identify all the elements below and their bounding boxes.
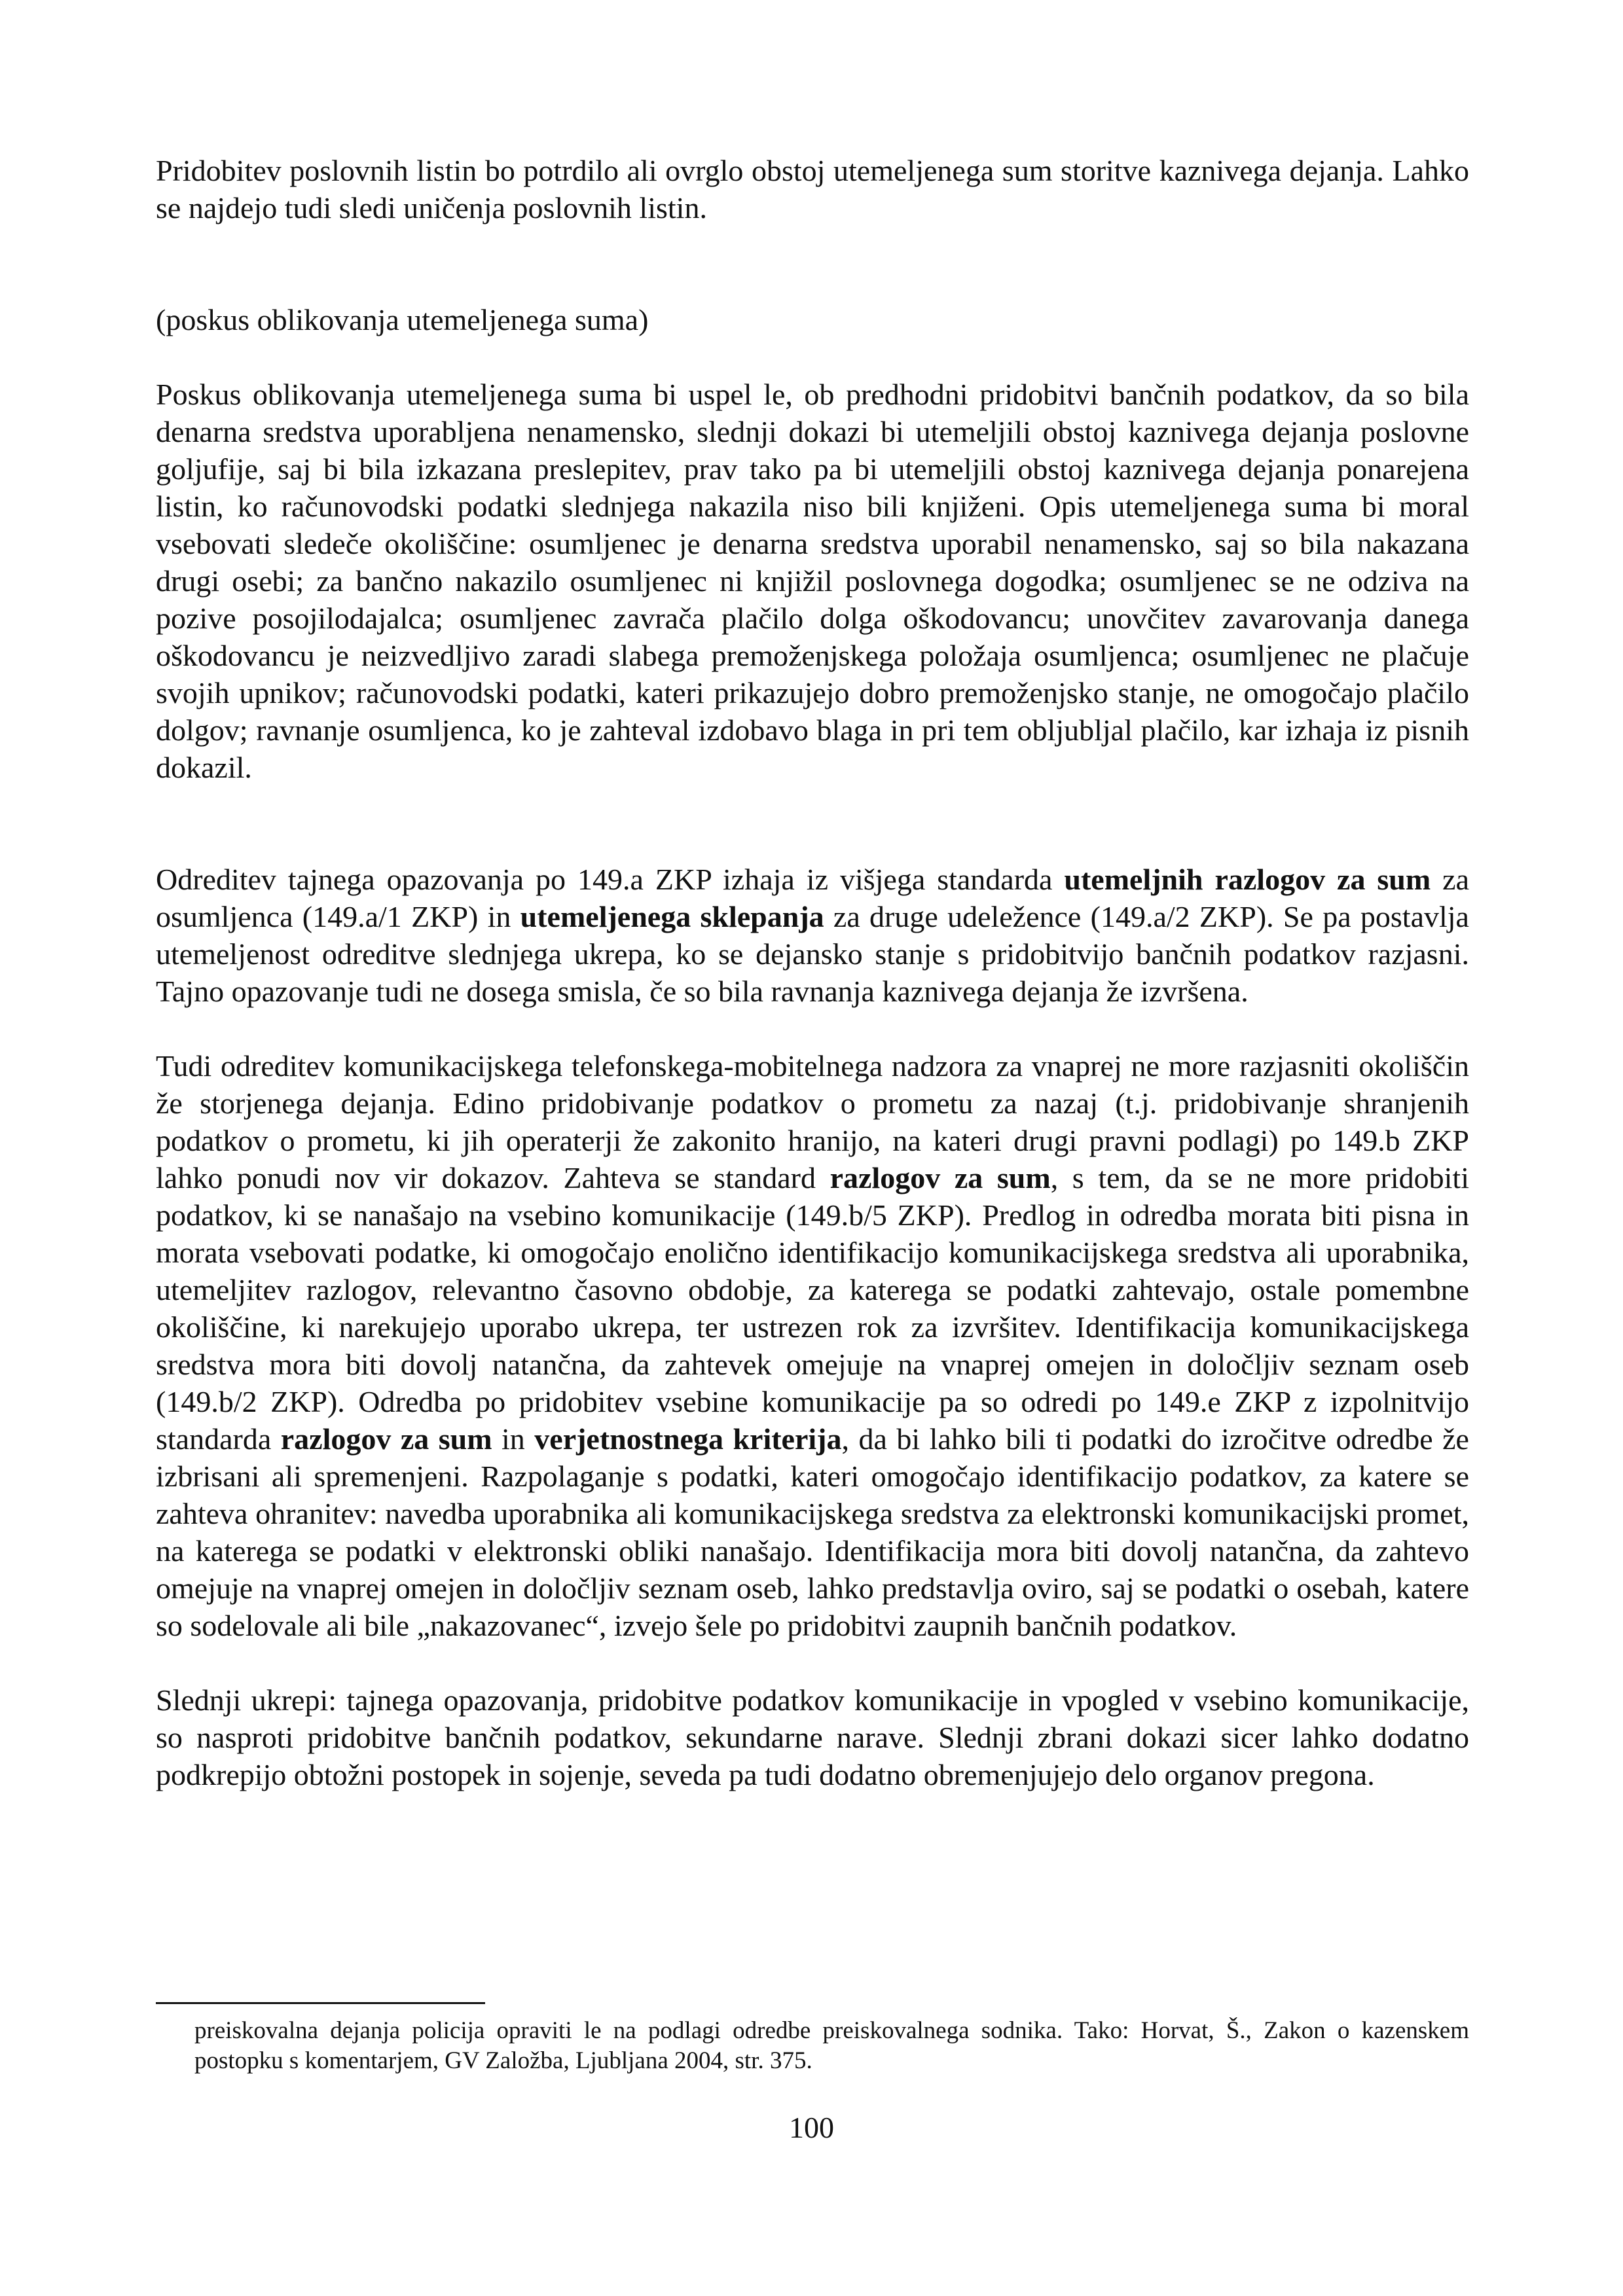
footnote-separator — [156, 2002, 485, 2004]
text-run: , s tem, da se ne more pridobiti podatkov, ki se nanašajo na vsebino komunikacije (149.b/5 ZKP). Predlog in odredba morata biti pisna in morata vsebovati podatke, ki omogočajo enolično identifikacijo komunikacijskega sredstva ali uporabnika, utemeljitev razlogov, relevantno časovno obdobje, za katerega se podatki zahtevajo, ostale pomembne okoliščine, ki narekujejo uporabo ukrepa, ter ustrezen rok za izvršitev. Identifikacija komunikacijskega sredstva mora biti dovolj natančna, da zahtevek omejuje na vnaprej omejen in določljiv seznam oseb (149.b/2 ZKP). Odredba po pridobitev vsebine komunikacije pa so odredi po 149.e ZKP z izpolnitvijo standarda — [156, 1161, 1469, 1456]
section-heading: (poskus oblikovanja utemeljenega suma) — [156, 303, 649, 336]
bold-term: utemeljenega sklepanja — [520, 900, 824, 933]
bold-term: razlogov za sum — [280, 1422, 492, 1456]
text-run: in — [492, 1422, 535, 1456]
paragraph-secondary-measures: Slednji ukrepi: tajnega opazovanja, pridobitve podatkov komunikacije in vpogled v vsebino komunikacije, so nasproti pridobitve bančnih podatkov, sekundarne narave. Slednji zbrani dokazi sicer lahko dodatno podkrepijo obtožni postopek in sojenje, seveda pa tudi dodatno obremenjujejo delo organov pregona. — [156, 1683, 1469, 1791]
paragraph-secret-surveillance — [156, 861, 1469, 1010]
text-run: za druge udeležence (149.a/2 ZKP). Se pa postavlja utemeljenost odreditve slednjega ukrepa, ko se dejansko stanje s pridobitvijo bančnih podatkov razjasni. Tajno opazovanje tudi ne dosega smisla, če so bila ravnanja kaznivega dejanja že izvršena. — [156, 900, 1469, 1008]
page-number: 100 — [789, 2111, 834, 2144]
bold-term: razlogov za sum — [830, 1161, 1051, 1194]
bold-term: utemeljnih razlogov za sum — [1064, 863, 1431, 896]
text-run: Tudi odreditev komunikacijskega telefonskega-mobitelnega nadzora za vnaprej ne more razjasniti okoliščin že storjenega dejanja. Edino pridobivanje podatkov o prometu za nazaj (t.j. pridobivanje shranjenih podatkov o prometu, ki jih operaterji že zakonito hranijo, na kateri drugi pravni podlagi) po 149.b ZKP lahko ponudi nov vir dokazov. Zahteva se standard — [156, 1049, 1469, 1194]
document-body — [156, 152, 1469, 1793]
footnote: preiskovalna dejanja policija opraviti le na podlagi odredbe preiskovalnega sodnika. Tako: Horvat, Š., Zakon o kazenskem postopku s komentarjem, GV Založba, Ljubljana 2004, str. 375. — [194, 2017, 1469, 2074]
text-run: Odreditev tajnega opazovanja po 149.a ZKP izhaja iz višjega standarda — [156, 863, 1065, 896]
paragraph-communication-monitoring — [156, 1047, 1469, 1644]
text-run: za osumljenca (149.a/1 ZKP) in — [156, 863, 1469, 933]
text-run: , da bi lahko bili ti podatki do izročitve odredbe že izbrisani ali spremenjeni. Razpolaganje s podatki, kateri omogočajo identifikacijo podatkov, za katere se zahteva ohranitev: navedba uporabnika ali komunikacijskega sredstva za elektronski komunikacijski promet, na katerega se podatki v elektronski obliki nanašajo. Identifikacija mora biti dovolj natančna, da zahtevo omejuje na vnaprej omejen in določljiv seznam oseb, lahko predstavlja oviro, saj se podatki o osebah, katere so sodelovale ali bile „nakazovanec“, izvejo šele po pridobitvi zaupnih bančnih podatkov. — [156, 1422, 1469, 1642]
bold-term: verjetnostnega kriterija — [534, 1422, 842, 1456]
paragraph-document-acquisition: Pridobitev poslovnih listin bo potrdilo ali ovrglo obstoj utemeljenega sum storitve kaznivega dejanja. Lahko se najdejo tudi sledi uničenja poslovnih listin. — [156, 154, 1469, 224]
paragraph-suspicion-attempt: Poskus oblikovanja utemeljenega suma bi uspel le, ob predhodni pridobitvi bančnih podatkov, da so bila denarna sredstva uporabljena nenamensko, slednji dokazi bi utemeljili obstoj kaznivega dejanja poslovne goljufije, saj bi bila izkazana preslepitev, prav tako pa bi utemeljili obstoj kaznivega dejanja ponarejena listin, ko računovodski podatki slednjega nakazila niso bili knjiženi. Opis utemeljenega suma bi moral vsebovati sledeče okoliščine: osumljenec je denarna sredstva uporabil nenamensko, saj so bila nakazana drugi osebi; za bančno nakazilo osumljenec ni knjižil poslovnega dogodka; osumljenec se ne odziva na pozive posojilodajalca; osumljenec zavrača plačilo dolga oškodovancu; unovčitev zavarovanja danega oškodovancu je neizvedljivo zaradi slabega premoženjskega položaja osumljenca; osumljenec ne plačuje svojih upnikov; računovodski podatki, kateri prikazujejo dobro premoženjsko stanje, ne omogočajo plačilo dolgov; ravnanje osumljenca, ko je zahteval izdobavo blaga in pri tem obljubljal plačilo, kar izhaja iz pisnih dokazil. — [156, 378, 1469, 784]
